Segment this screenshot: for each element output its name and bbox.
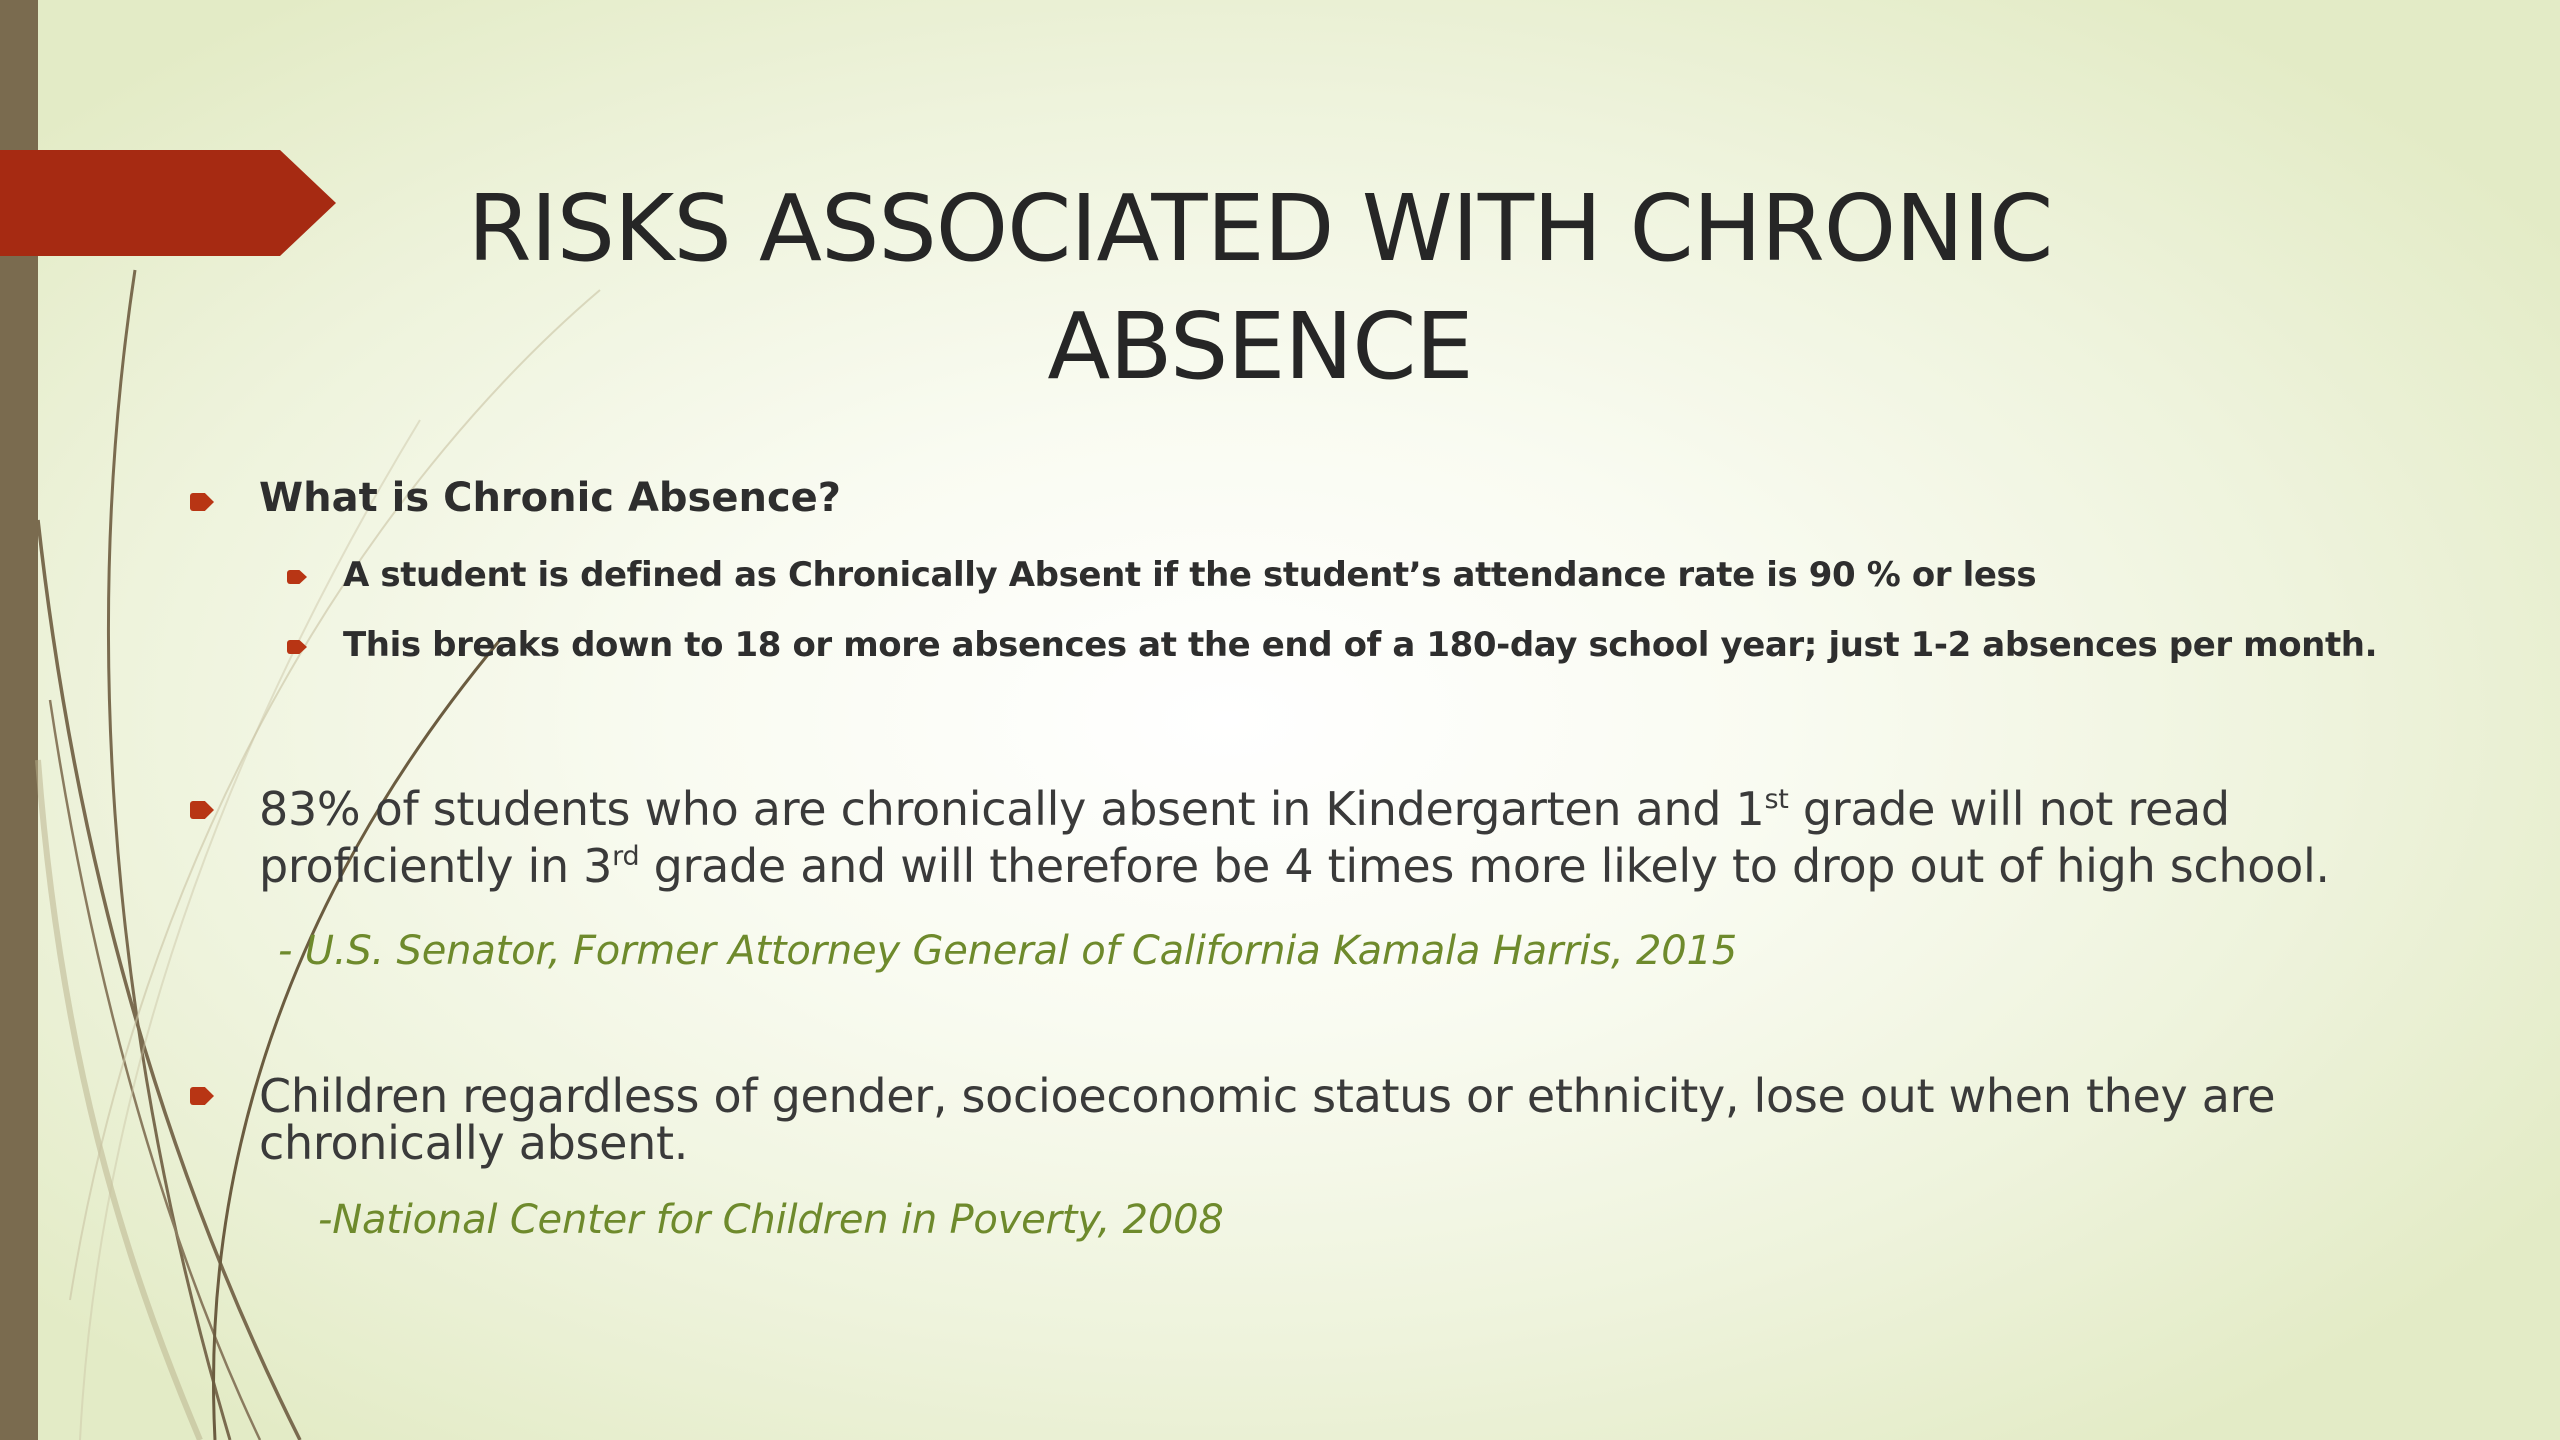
slide-title-line-2: ABSENCE	[1047, 293, 1473, 400]
sub-bullet-arrow-icon	[287, 640, 307, 654]
section1-heading: What is Chronic Absence?	[259, 475, 841, 521]
section2-line1-superscript: st	[1764, 784, 1789, 815]
section2-line2-text-b: grade and will therefore be 4 times more likely to drop out of high school.	[639, 839, 2330, 893]
section1-sub-bullet-1: A student is defined as Chronically Absent if the student’s attendance rate is 90 % or less	[343, 555, 2037, 595]
slide-title	[380, 170, 2140, 406]
bullet-arrow-icon	[190, 1087, 214, 1105]
section2-line1-text-a: 83% of students who are chronically absent in Kindergarten and 1	[259, 782, 1765, 836]
slide-title-line-1: RISKS ASSOCIATED WITH CHRONIC	[467, 175, 2053, 282]
section2-citation: - U.S. Senator, Former Attorney General of California Kamala Harris, 2015	[278, 928, 1738, 974]
section3-line-1: Children regardless of gender, socioeconomic status or ethnicity, lose out when they are	[259, 1069, 2276, 1123]
section3-citation: -National Center for Children in Poverty, 2008	[318, 1197, 1224, 1243]
bullet-arrow-icon	[190, 801, 214, 819]
bullet-arrow-icon	[190, 493, 214, 511]
section2-line2-superscript: rd	[612, 841, 640, 872]
section2-line2-text-a: proficiently in 3	[259, 839, 613, 893]
section3-line-2: chronically absent.	[259, 1116, 689, 1170]
section2-statistic-line-2	[259, 838, 2330, 895]
section2-line1-text-b: grade will not read	[1788, 782, 2230, 836]
sub-bullet-arrow-icon	[287, 570, 307, 584]
section2-statistic-line-1	[259, 781, 2230, 838]
section1-sub-bullet-2: This breaks down to 18 or more absences at the end of a 180-day school year; just 1-2 absences per month.	[343, 625, 2378, 665]
title-accent-arrow	[0, 150, 336, 256]
